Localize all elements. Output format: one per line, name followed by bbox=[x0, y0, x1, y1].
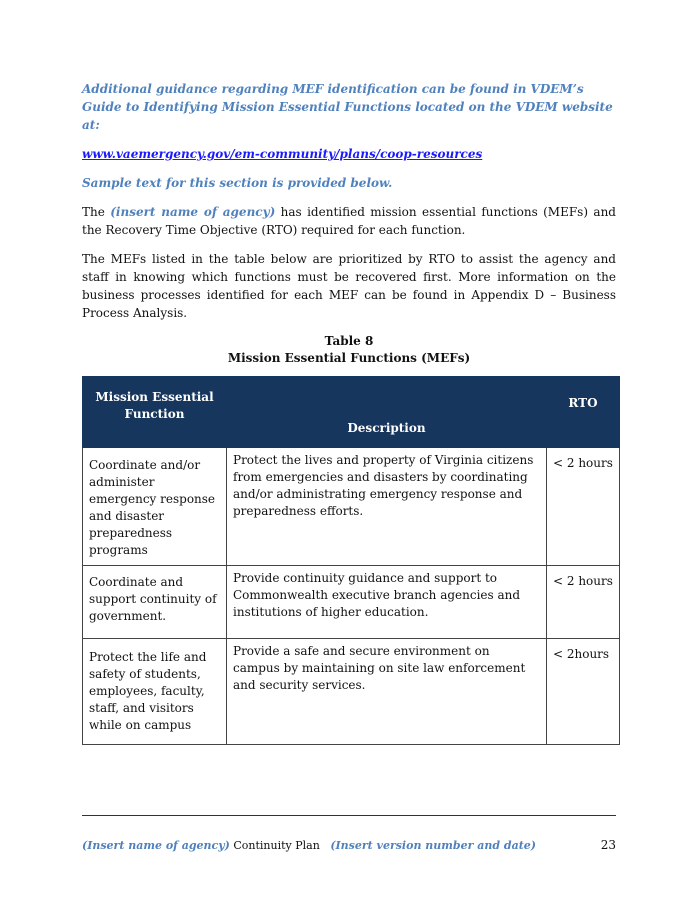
cell-function: Protect the life and safety of students, employees, faculty, staff, and visitors while on campus bbox=[83, 639, 227, 745]
coop-resources-link[interactable]: www.vaemergency.gov/em-community/plans/coop-resources bbox=[82, 147, 483, 161]
table-number: Table 8 bbox=[324, 334, 374, 348]
header-description: Description bbox=[227, 377, 547, 448]
footer-version-placeholder: (Insert version number and date) bbox=[330, 839, 536, 852]
cell-rto: < 2hours bbox=[547, 639, 620, 745]
cell-description: Protect the lives and property of Virginia citizens from emergencies and disasters by coordinating and/or administrating emergency response and preparedness efforts. bbox=[227, 448, 547, 566]
agency-placeholder: (insert name of agency) bbox=[110, 205, 276, 219]
prioritization-paragraph: The MEFs listed in the table below are prioritized by RTO to assist the agency and staff in knowing which functions must be recovered first. More information on the business processes identified for each MEF can be found in Appendix D – Business Process Analysis. bbox=[82, 252, 616, 320]
page-number: 23 bbox=[600, 838, 616, 852]
header-function: Mission Essential Function bbox=[83, 377, 227, 448]
footer-plan-label: Continuity Plan bbox=[233, 839, 320, 852]
intro-post: has identified mission essential functions (MEFs) and the Recovery Time Objective (RTO) required for each function. bbox=[82, 205, 616, 237]
cell-rto: < 2 hours bbox=[547, 566, 620, 639]
footer-divider bbox=[82, 815, 616, 816]
table-caption bbox=[82, 333, 616, 367]
header-rto: RTO bbox=[547, 377, 620, 448]
cell-description: Provide continuity guidance and support to Commonwealth executive branch agencies and institutions of higher education. bbox=[227, 566, 547, 639]
document-body bbox=[82, 80, 616, 745]
guidance-text: Additional guidance regarding MEF identification can be found in VDEM’s Guide to Identifying Mission Essential Functions located on the VDEM website at: bbox=[82, 82, 613, 132]
cell-description: Provide a safe and secure environment on campus by maintaining on site law enforcement and security services. bbox=[227, 639, 547, 745]
mef-table bbox=[82, 376, 620, 745]
table-row bbox=[83, 448, 620, 566]
table-row bbox=[83, 639, 620, 745]
cell-function: Coordinate and support continuity of government. bbox=[83, 566, 227, 639]
intro-pre: The bbox=[82, 205, 111, 219]
footer-agency-placeholder: (Insert name of agency) bbox=[82, 839, 230, 852]
cell-rto: < 2 hours bbox=[547, 448, 620, 566]
sample-text-note: Sample text for this section is provided below. bbox=[82, 176, 393, 190]
page-footer bbox=[82, 839, 616, 852]
table-header-row bbox=[83, 377, 620, 448]
intro-paragraph bbox=[82, 203, 616, 239]
table-title: Mission Essential Functions (MEFs) bbox=[227, 351, 471, 365]
cell-function: Coordinate and/or administer emergency response and disaster preparedness programs bbox=[83, 448, 227, 566]
table-row bbox=[83, 566, 620, 639]
